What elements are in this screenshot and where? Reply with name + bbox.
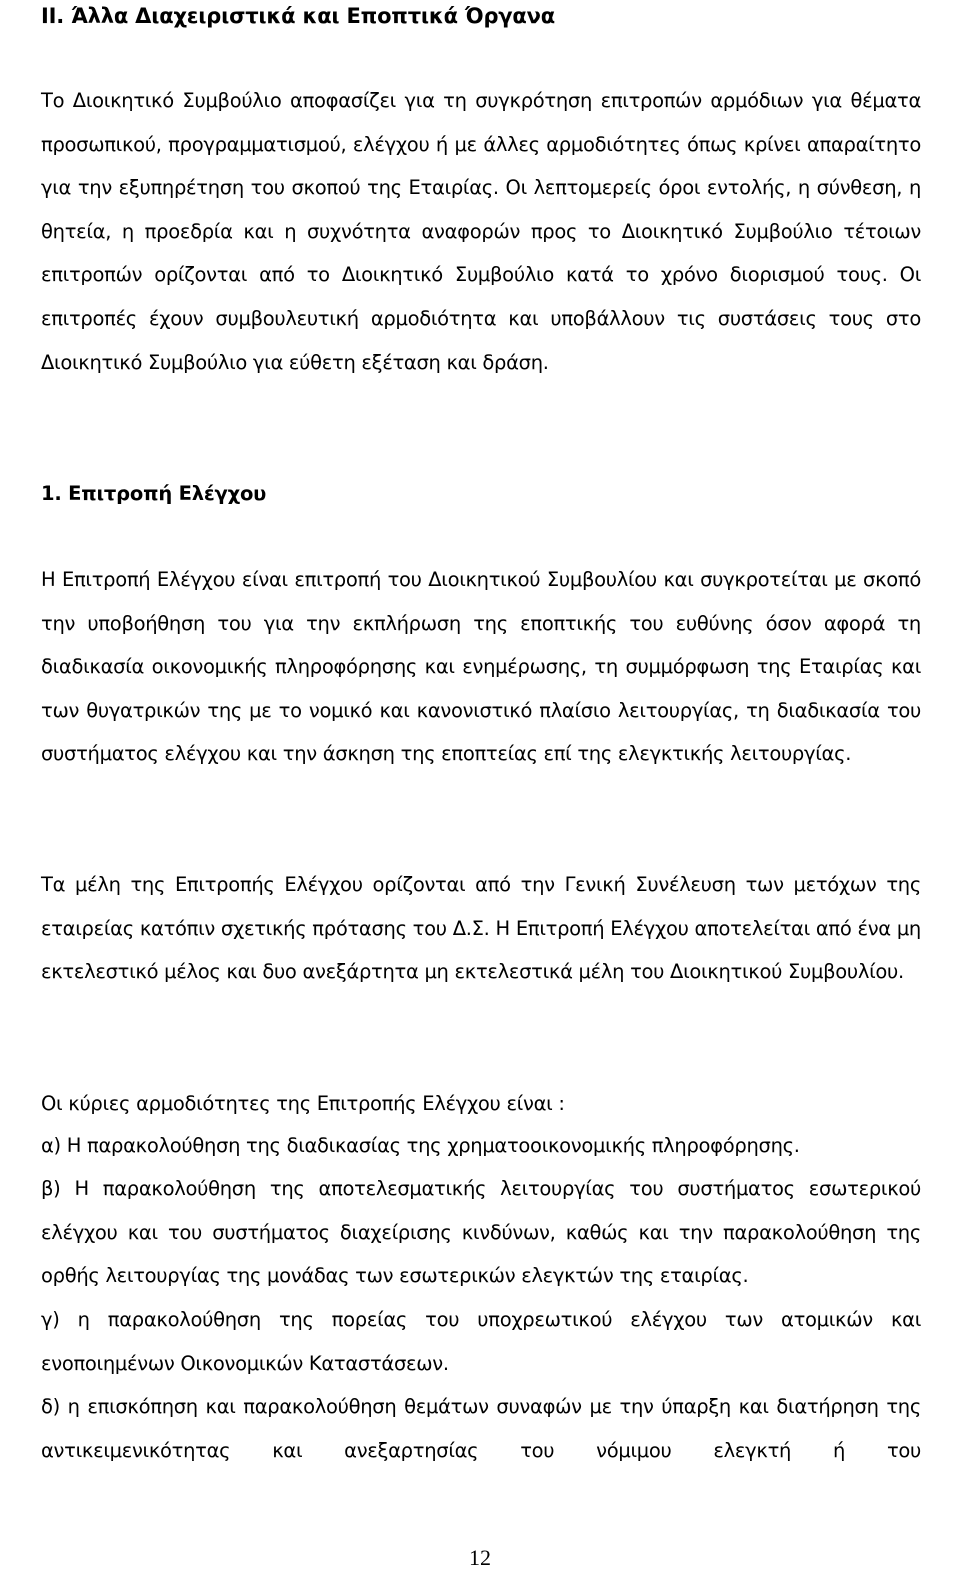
page-number: 12: [469, 1545, 491, 1570]
responsibility-item-b: β) Η παρακολούθηση της αποτελεσματικής λειτουργίας του συστήματος εσωτερικού ελέγχου και του συστήματος διαχείρισης κινδύνων, καθώς και την παρακολούθηση της ορθής λειτουργίας της μονάδας των εσωτερικών ελεγκτών της εταιρίας.: [41, 1177, 921, 1288]
intro-paragraph: Το Διοικητικό Συμβούλιο αποφασίζει για τη συγκρότηση επιτροπών αρμόδιων για θέματα προσωπικού, προγραμματισμού, ελέγχου ή με άλλες αρμοδιότητες όπως κρίνει απαραίτητο για την εξυπηρέτηση του σκοπού της Εταιρίας. Οι λεπτομερείς όροι εντολής, η σύνθεση, η θητεία, η προεδρία και η συχνότητα αναφορών προς το Διοικητικό Συμβούλιο τέτοιων επιτροπών ορίζονται από το Διοικητικό Συμβούλιο κατά το χρόνο διορισμού τους. Οι επιτροπές έχουν συμβουλευτική αρμοδιότητα και υποβάλλουν τις συστάσεις τους στο Διοικητικό Συμβούλιο για εύθετη εξέταση και δράση.: [41, 89, 921, 374]
responsibility-item-c: γ) η παρακολούθηση της πορείας του υποχρεωτικού ελέγχου των ατομικών και ενοποιημένων Οικονομικών Καταστάσεων.: [41, 1308, 921, 1375]
responsibilities-intro: Οι κύριες αρμοδιότητες της Επιτροπής Ελέγχου είναι :: [41, 1092, 565, 1115]
audit-committee-paragraph-2: Τα μέλη της Επιτροπής Ελέγχου ορίζονται από την Γενική Συνέλευση των μετόχων της εταιρείας κατόπιν σχετικής πρότασης του Δ.Σ. Η Επιτροπή Ελέγχου αποτελείται από ένα μη εκτελεστικό μέλος και δυο ανεξάρτητα μη εκτελεστικά μέλη του Διοικητικού Συμβουλίου.: [41, 873, 921, 984]
responsibility-item-d: δ) η επισκόπηση και παρακολούθηση θεμάτων συναφών με την ύπαρξη και διατήρηση της αντικειμενικότητας και ανεξαρτησίας του νόμιμου ελεγκτή ή του: [41, 1395, 921, 1462]
responsibility-item-a: α) Η παρακολούθηση της διαδικασίας της χρηματοοικονομικής πληροφόρησης.: [41, 1134, 800, 1157]
audit-committee-heading: 1. Επιτροπή Ελέγχου: [41, 482, 267, 505]
audit-committee-paragraph-1: Η Επιτροπή Ελέγχου είναι επιτροπή του Διοικητικού Συμβουλίου και συγκροτείται με σκοπό την υποβοήθηση του για την εκπλήρωση της εποπτικής του ευθύνης όσον αφορά τη διαδικασία οικονομικής πληροφόρησης και ενημέρωσης, τη συμμόρφωση της Εταιρίας και των θυγατρικών της με το νομικό και κανονιστικό πλαίσιο λειτουργίας, τη διαδικασία του συστήματος ελέγχου και την άσκηση της εποπτείας επί της ελεγκτικής λειτουργίας.: [41, 568, 921, 766]
section-heading: ΙΙ. Άλλα Διαχειριστικά και Εποπτικά Όργανα: [41, 4, 555, 28]
